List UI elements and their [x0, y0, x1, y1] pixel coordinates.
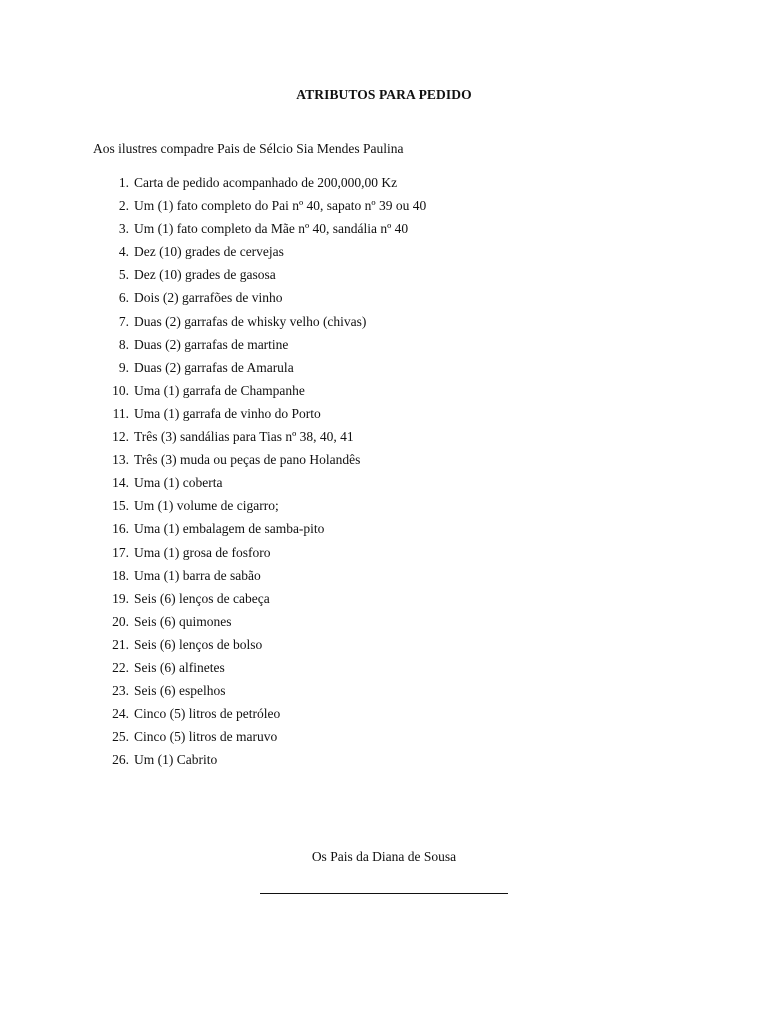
item-number: 21. [112, 636, 129, 652]
document-title: ATRIBUTOS PARA PEDIDO [296, 87, 472, 102]
list-item [0, 174, 426, 197]
list-item [0, 359, 426, 382]
item-text: Seis (6) espelhos [134, 683, 226, 699]
item-number: 23. [112, 683, 129, 699]
item-number: 1. [118, 175, 129, 190]
list-item [0, 220, 426, 243]
item-text: Duas (2) garrafas de Amarula [134, 359, 294, 375]
list-item [0, 497, 426, 520]
list-item [0, 474, 426, 497]
item-number: 9. [118, 359, 129, 375]
item-text: Carta de pedido acompanhado de 200,000,00 Kz [134, 175, 398, 190]
item-text: Uma (1) embalagem de samba-pito [134, 521, 325, 537]
list-item [0, 451, 426, 474]
list-item [0, 636, 426, 659]
list-item [0, 197, 426, 220]
item-text: Duas (2) garrafas de whisky velho (chivas) [134, 313, 367, 329]
item-number: 24. [112, 706, 129, 722]
item-text: Seis (6) lenços de bolso [134, 636, 263, 652]
item-number: 6. [118, 290, 129, 306]
item-text: Um (1) fato completo da Mãe nº 40, sandália nº 40 [134, 221, 409, 237]
list-item [0, 336, 426, 359]
list-item [0, 428, 426, 451]
list-item [0, 520, 426, 543]
list-item [0, 751, 426, 774]
item-number: 12. [112, 429, 129, 445]
item-number: 20. [112, 613, 129, 629]
list-item [0, 728, 426, 751]
item-text: Seis (6) alfinetes [134, 659, 225, 675]
item-text: Seis (6) quimones [134, 613, 232, 629]
item-number: 15. [112, 498, 129, 514]
list-item [0, 682, 426, 705]
signature-name: Os Pais da Diana de Sousa [311, 849, 457, 864]
item-number: 18. [112, 567, 129, 583]
item-text: Uma (1) coberta [134, 475, 223, 491]
item-number: 22. [112, 659, 129, 675]
list-item [0, 382, 426, 405]
item-text: Dois (2) garrafões de vinho [134, 290, 283, 306]
item-text: Um (1) fato completo do Pai nº 40, sapato nº 39 ou 40 [134, 198, 427, 214]
item-number: 4. [118, 244, 129, 260]
item-number: 13. [112, 452, 129, 468]
signature-line [260, 893, 508, 894]
item-text: Uma (1) barra de sabão [134, 567, 261, 583]
list-item [0, 567, 426, 590]
item-text: Dez (10) grades de gasosa [134, 267, 276, 283]
item-number: 11. [112, 405, 129, 421]
list-item [0, 590, 426, 613]
item-number: 26. [112, 752, 129, 768]
list-item [0, 243, 426, 266]
item-text: Seis (6) lenços de cabeça [134, 590, 270, 606]
item-text: Duas (2) garrafas de martine [134, 336, 289, 352]
item-text: Cinco (5) litros de petróleo [134, 706, 281, 722]
list-item [0, 313, 426, 336]
item-text: Dez (10) grades de cervejas [134, 244, 284, 260]
item-text: Um (1) Cabrito [134, 752, 218, 768]
list-item [0, 405, 426, 428]
item-number: 19. [112, 590, 129, 606]
item-text: Cinco (5) litros de maruvo [134, 729, 278, 745]
item-text: Três (3) muda ou peças de pano Holandês [134, 452, 361, 468]
item-text: Uma (1) garrafa de vinho do Porto [134, 405, 321, 421]
list-item [0, 705, 426, 728]
item-number: 2. [118, 198, 129, 214]
item-number: 8. [118, 336, 129, 352]
item-text: Uma (1) garrafa de Champanhe [134, 382, 305, 398]
item-number: 10. [112, 382, 129, 398]
item-number: 14. [112, 475, 129, 491]
greeting-line: Aos ilustres compadre Pais de Sélcio Sia Mendes Paulina [93, 141, 404, 156]
list-item [0, 266, 426, 289]
item-number: 7. [118, 313, 129, 329]
items-list [0, 174, 426, 774]
list-item [0, 289, 426, 312]
item-number: 25. [112, 729, 129, 745]
list-item [0, 613, 426, 636]
list-item [0, 544, 426, 567]
item-text: Uma (1) grosa de fosforo [134, 544, 271, 560]
list-item [0, 659, 426, 682]
item-number: 16. [112, 521, 129, 537]
item-number: 17. [112, 544, 129, 560]
item-number: 5. [118, 267, 129, 283]
item-number: 3. [118, 221, 129, 237]
item-text: Três (3) sandálias para Tias nº 38, 40, 41 [134, 429, 354, 445]
item-text: Um (1) volume de cigarro; [134, 498, 279, 514]
